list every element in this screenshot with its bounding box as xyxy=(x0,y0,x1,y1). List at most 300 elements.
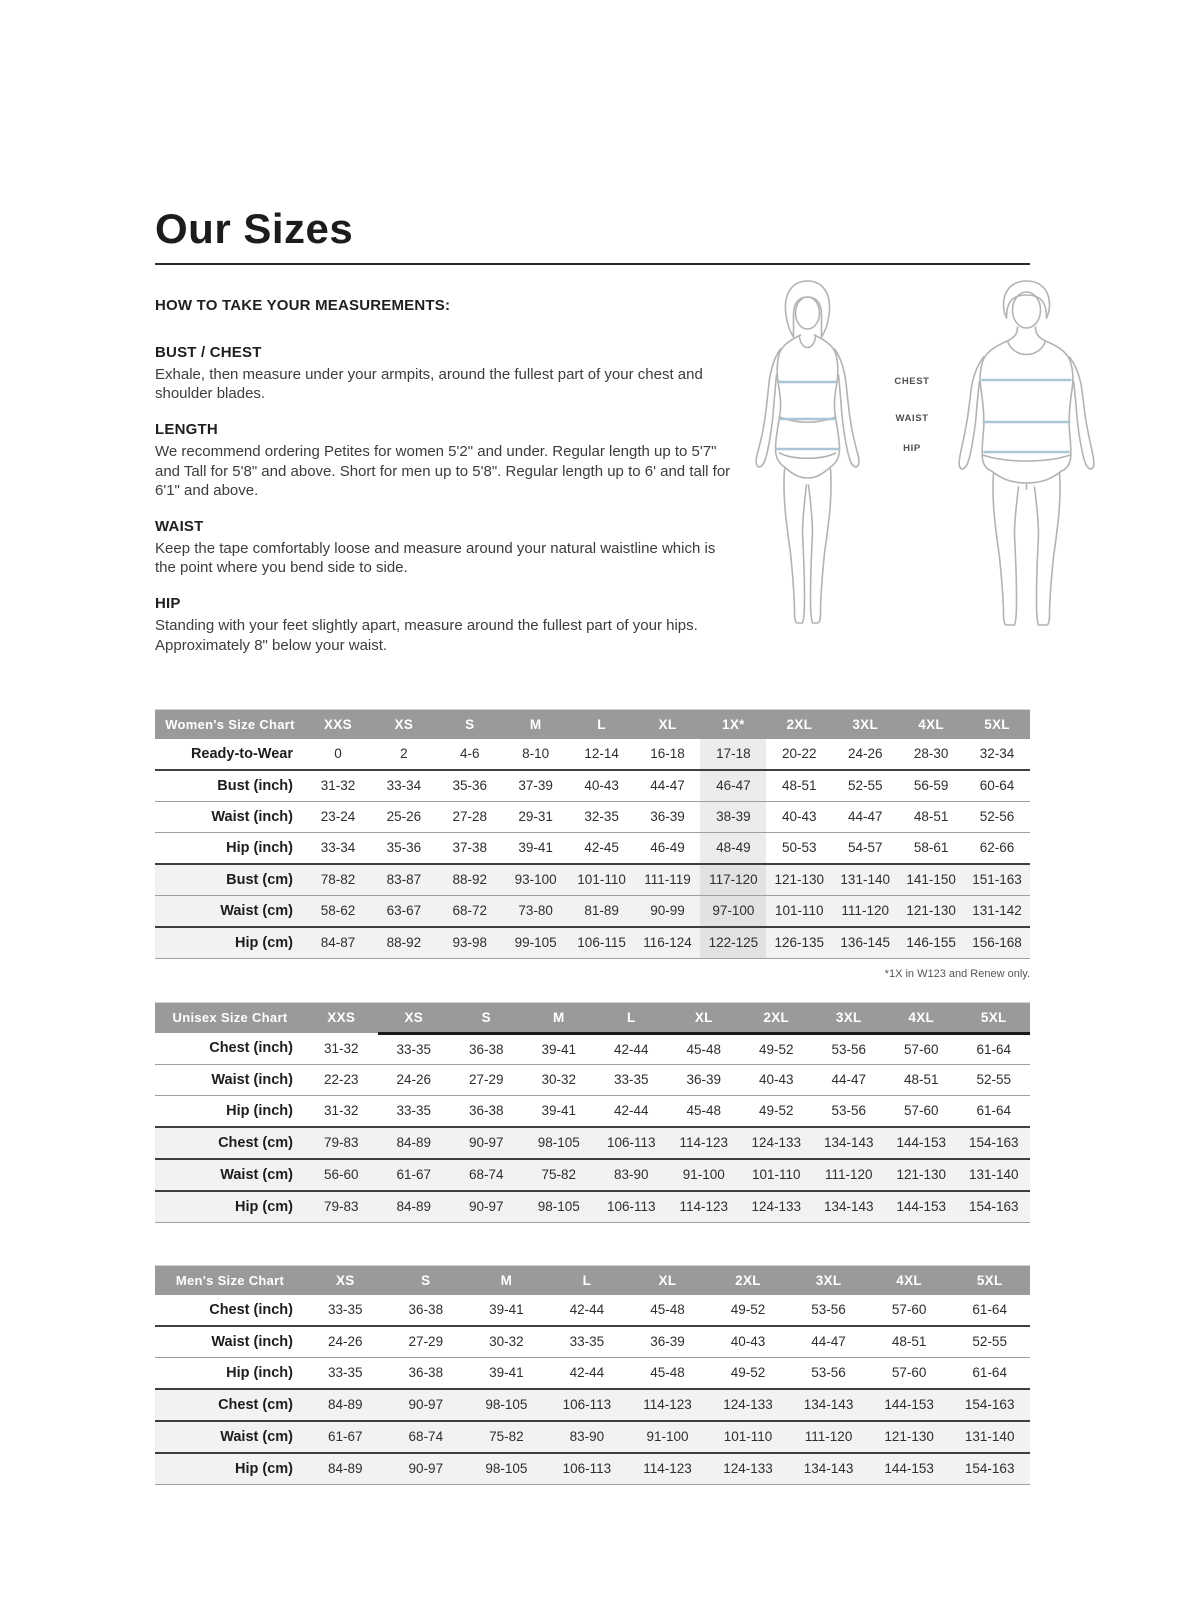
row-label: Hip (inch) xyxy=(226,839,293,856)
size-cell: 40-43 xyxy=(584,778,619,794)
row-label: Waist (cm) xyxy=(155,1421,305,1453)
table-title: Men's Size Chart xyxy=(155,1265,305,1295)
size-cell: 83-90 xyxy=(547,1421,628,1453)
size-cell: 61-67 xyxy=(378,1159,451,1191)
size-column-header: XL xyxy=(635,709,701,739)
size-cell: 27-28 xyxy=(452,809,488,825)
size-cell: 49-52 xyxy=(730,1365,766,1381)
row-label: Hip (cm) xyxy=(155,927,305,959)
size-cell: 36-39 xyxy=(650,809,685,825)
size-cell: 124-133 xyxy=(740,1127,813,1159)
size-column-header: XS xyxy=(378,1002,451,1033)
size-cell: 25-26 xyxy=(386,809,422,825)
size-cell: 121-130 xyxy=(885,1159,958,1191)
row-label: Chest (inch) xyxy=(209,1301,293,1318)
size-cell: 88-92 xyxy=(371,927,437,959)
body-measurement-figures xyxy=(740,277,1104,673)
unisex-table-body xyxy=(155,1033,1030,1222)
size-cell: 101-110 xyxy=(569,864,635,896)
size-column-header: 5XL xyxy=(964,709,1030,739)
size-cell: 20-22 xyxy=(782,746,817,762)
size-cell: 90-97 xyxy=(450,1191,523,1223)
size-cell: 33-34 xyxy=(320,840,356,856)
size-cell: 52-55 xyxy=(976,1072,1012,1088)
size-cell: 106-113 xyxy=(547,1453,628,1485)
section-heading: HIP xyxy=(155,595,181,613)
size-cell: 134-143 xyxy=(788,1389,869,1421)
size-column-header: 5XL xyxy=(949,1265,1030,1295)
size-cell: 33-35 xyxy=(569,1334,605,1350)
size-cell: 61-64 xyxy=(976,1041,1012,1057)
size-column-header: XL xyxy=(668,1002,741,1033)
size-cell: 42-44 xyxy=(569,1302,605,1318)
row-label: Waist (inch) xyxy=(211,808,293,825)
size-cell: 36-38 xyxy=(468,1041,504,1057)
size-cell: 40-43 xyxy=(758,1072,794,1088)
size-column-header: XXS xyxy=(305,1002,378,1033)
size-cell: 75-82 xyxy=(466,1421,547,1453)
size-column-header: L xyxy=(569,709,635,739)
size-cell: 101-110 xyxy=(766,895,832,927)
section-waist xyxy=(155,518,740,577)
section-heading: LENGTH xyxy=(155,421,218,439)
size-column-header: XS xyxy=(305,1265,386,1295)
size-cell: 32-35 xyxy=(584,809,619,825)
size-cell: 154-163 xyxy=(949,1389,1030,1421)
size-cell: 27-29 xyxy=(408,1334,444,1350)
size-cell: 42-45 xyxy=(584,840,619,856)
size-column-header: M xyxy=(466,1265,547,1295)
size-cell: 54-57 xyxy=(847,840,883,856)
size-cell: 154-163 xyxy=(958,1191,1031,1223)
size-column-header: M xyxy=(503,709,569,739)
size-cell: 62-66 xyxy=(979,840,1015,856)
table-row xyxy=(155,1453,1030,1485)
size-cell: 39-41 xyxy=(541,1041,577,1057)
chest-label: CHEST xyxy=(894,376,930,387)
size-cell: 98-105 xyxy=(466,1453,547,1485)
size-cell: 79-83 xyxy=(305,1127,378,1159)
size-cell: 83-90 xyxy=(595,1159,668,1191)
size-column-header: 3XL xyxy=(788,1265,869,1295)
size-cell: 57-60 xyxy=(891,1302,927,1318)
size-cell: 91-100 xyxy=(627,1421,708,1453)
size-cell: 134-143 xyxy=(813,1127,886,1159)
size-cell: 24-26 xyxy=(396,1072,432,1088)
row-label: Waist (inch) xyxy=(211,1333,293,1350)
section-body: Keep the tape comfortably loose and measure around your natural waistline which is the point where you bend side to side. xyxy=(155,539,716,577)
size-cell: 42-44 xyxy=(569,1365,605,1381)
size-cell: 33-35 xyxy=(396,1103,432,1119)
size-cell: 106-115 xyxy=(569,927,635,959)
size-cell: 114-123 xyxy=(668,1127,741,1159)
size-column-header: 2XL xyxy=(766,709,832,739)
size-column-header: 2XL xyxy=(740,1002,813,1033)
table-row xyxy=(155,1159,1030,1191)
size-cell: 111-119 xyxy=(635,864,701,896)
size-cell: 53-56 xyxy=(811,1365,846,1381)
size-cell: 53-56 xyxy=(831,1103,867,1119)
table-row xyxy=(155,1095,1030,1127)
size-column-header: XS xyxy=(371,709,437,739)
header-row xyxy=(155,1265,1030,1295)
row-label: Hip (inch) xyxy=(226,1364,293,1381)
row-label: Bust (inch) xyxy=(217,777,293,794)
size-column-header: 3XL xyxy=(832,709,898,739)
size-cell: 121-130 xyxy=(766,864,832,896)
size-cell: 83-87 xyxy=(371,864,437,896)
size-cell: 111-120 xyxy=(813,1159,886,1191)
size-cell: 122-125 xyxy=(700,927,766,959)
size-cell: 46-47 xyxy=(700,770,766,802)
size-cell: 111-120 xyxy=(788,1421,869,1453)
table-title: Women's Size Chart xyxy=(155,709,305,739)
row-label: Ready-to-Wear xyxy=(190,745,293,762)
size-cell: 49-52 xyxy=(758,1041,794,1057)
size-cell: 61-64 xyxy=(972,1302,1007,1318)
size-cell: 68-74 xyxy=(386,1421,467,1453)
size-cell: 24-26 xyxy=(847,746,883,762)
size-cell: 106-113 xyxy=(547,1389,628,1421)
size-cell: 36-38 xyxy=(408,1365,444,1381)
section-body: Standing with your feet slightly apart, measure around the fullest part of your hips. Approximately 8" below your waist. xyxy=(155,617,698,654)
size-column-header: M xyxy=(523,1002,596,1033)
size-cell: 27-29 xyxy=(468,1072,504,1088)
unisex-table-header xyxy=(155,1002,1030,1033)
size-column-header: XL xyxy=(627,1265,708,1295)
size-cell: 68-74 xyxy=(450,1159,523,1191)
size-cell: 68-72 xyxy=(437,895,503,927)
table-row xyxy=(155,739,1030,770)
size-cell: 73-80 xyxy=(503,895,569,927)
size-cell: 121-130 xyxy=(869,1421,950,1453)
size-cell: 56-59 xyxy=(913,778,949,794)
size-cell: 144-153 xyxy=(869,1453,950,1485)
size-column-header: S xyxy=(437,709,503,739)
size-cell: 131-140 xyxy=(949,1421,1030,1453)
table-row xyxy=(155,927,1030,959)
row-label: Chest (cm) xyxy=(155,1389,305,1421)
page-content xyxy=(155,0,1030,1485)
size-cell: 75-82 xyxy=(523,1159,596,1191)
table-row xyxy=(155,832,1030,864)
size-cell: 45-48 xyxy=(686,1041,722,1057)
size-cell: 154-163 xyxy=(958,1127,1031,1159)
size-cell: 93-98 xyxy=(437,927,503,959)
table-row xyxy=(155,1295,1030,1326)
size-cell: 111-120 xyxy=(832,895,898,927)
size-cell: 106-113 xyxy=(595,1127,668,1159)
size-cell: 131-142 xyxy=(964,895,1030,927)
size-cell: 45-48 xyxy=(650,1365,685,1381)
size-cell: 48-51 xyxy=(913,809,949,825)
size-cell: 39-41 xyxy=(518,840,553,856)
table-row xyxy=(155,801,1030,832)
size-cell: 57-60 xyxy=(903,1103,939,1119)
size-cell: 98-105 xyxy=(466,1389,547,1421)
womens-size-chart-block xyxy=(155,709,1030,980)
size-cell: 39-41 xyxy=(489,1302,524,1318)
size-cell: 45-48 xyxy=(686,1103,722,1119)
size-chart-footnote: *1X in W123 and Renew only. xyxy=(884,967,1030,980)
header-row xyxy=(155,709,1030,739)
size-cell: 57-60 xyxy=(903,1041,939,1057)
size-column-header: 3XL xyxy=(813,1002,886,1033)
size-cell: 28-30 xyxy=(913,746,949,762)
size-cell: 33-35 xyxy=(328,1365,363,1381)
size-cell: 48-51 xyxy=(891,1334,927,1350)
size-cell: 32-34 xyxy=(979,746,1015,762)
size-cell: 48-49 xyxy=(700,832,766,864)
size-cell: 57-60 xyxy=(891,1365,927,1381)
size-cell: 44-47 xyxy=(847,809,883,825)
row-label: Hip (cm) xyxy=(155,1191,305,1223)
size-cell: 53-56 xyxy=(831,1041,867,1057)
size-cell: 37-38 xyxy=(452,840,488,856)
size-cell: 12-14 xyxy=(584,746,619,762)
size-cell: 17-18 xyxy=(700,739,766,770)
size-cell: 53-56 xyxy=(811,1302,846,1318)
mens-table-header xyxy=(155,1265,1030,1295)
female-outline xyxy=(756,281,859,623)
size-column-header: 4XL xyxy=(885,1002,958,1033)
size-cell: 58-61 xyxy=(913,840,949,856)
size-cell: 114-123 xyxy=(668,1191,741,1223)
size-cell: 144-153 xyxy=(885,1127,958,1159)
womens-size-table xyxy=(155,709,1030,959)
row-label: Waist (cm) xyxy=(155,895,305,927)
size-cell: 61-64 xyxy=(976,1103,1012,1119)
section-body: We recommend ordering Petites for women 5'2" and under. Regular length up to 5'7" and Tall for 5'8" and above. Short for men up to 5'8". Regular length up to 6' and tall for 6'1" and above. xyxy=(155,443,731,499)
size-cell: 84-89 xyxy=(378,1127,451,1159)
female-measure-lines xyxy=(776,382,840,449)
size-cell: 35-36 xyxy=(386,840,422,856)
size-cell: 44-47 xyxy=(650,778,685,794)
row-label: Bust (cm) xyxy=(155,864,305,896)
size-cell: 99-105 xyxy=(503,927,569,959)
size-cell: 31-32 xyxy=(323,1040,359,1056)
size-cell: 78-82 xyxy=(305,864,371,896)
size-cell: 97-100 xyxy=(700,895,766,927)
size-cell: 38-39 xyxy=(700,801,766,832)
table-row xyxy=(155,1357,1030,1389)
size-cell: 45-48 xyxy=(650,1302,685,1318)
row-label: Hip (inch) xyxy=(226,1102,293,1119)
unisex-size-chart-block xyxy=(155,1002,1030,1223)
size-cell: 106-113 xyxy=(595,1191,668,1223)
womens-table-header xyxy=(155,709,1030,739)
size-cell: 36-38 xyxy=(468,1103,504,1119)
size-cell: 61-67 xyxy=(305,1421,386,1453)
size-cell: 79-83 xyxy=(305,1191,378,1223)
size-column-header: 5XL xyxy=(958,1002,1031,1033)
table-row xyxy=(155,895,1030,927)
female-figure xyxy=(740,277,875,627)
size-cell: 93-100 xyxy=(503,864,569,896)
size-column-header: 4XL xyxy=(898,709,964,739)
size-cell: 24-26 xyxy=(328,1334,363,1350)
size-cell: 117-120 xyxy=(700,864,766,896)
size-cell: 40-43 xyxy=(730,1334,766,1350)
size-cell: 50-53 xyxy=(782,840,817,856)
size-cell: 31-32 xyxy=(320,778,356,794)
table-row xyxy=(155,1191,1030,1223)
size-column-header: L xyxy=(595,1002,668,1033)
size-cell: 98-105 xyxy=(523,1127,596,1159)
size-cell: 131-140 xyxy=(958,1159,1031,1191)
size-cell: 90-97 xyxy=(386,1453,467,1485)
hip-label: HIP xyxy=(903,443,921,454)
unisex-size-table xyxy=(155,1002,1030,1223)
size-cell: 48-51 xyxy=(782,778,817,794)
size-cell: 90-97 xyxy=(450,1127,523,1159)
size-cell: 46-49 xyxy=(650,840,685,856)
how-to-heading: HOW TO TAKE YOUR MEASUREMENTS: xyxy=(155,297,451,314)
size-cell: 136-145 xyxy=(832,927,898,959)
size-cell: 35-36 xyxy=(452,778,488,794)
row-label: Chest (cm) xyxy=(155,1127,305,1159)
size-cell: 84-87 xyxy=(305,927,371,959)
size-cell: 124-133 xyxy=(708,1389,789,1421)
size-cell: 4-6 xyxy=(460,746,480,762)
size-cell: 141-150 xyxy=(898,864,964,896)
size-cell: 144-153 xyxy=(885,1191,958,1223)
size-cell: 156-168 xyxy=(964,927,1030,959)
size-cell: 124-133 xyxy=(708,1453,789,1485)
size-cell: 30-32 xyxy=(541,1072,577,1088)
page-title: Our Sizes xyxy=(155,205,354,252)
size-cell: 0 xyxy=(334,746,342,762)
mens-size-table xyxy=(155,1265,1030,1485)
womens-table-body xyxy=(155,739,1030,959)
size-cell: 114-123 xyxy=(627,1389,708,1421)
section-length xyxy=(155,421,740,500)
size-cell: 8-10 xyxy=(522,746,550,762)
size-cell: 144-153 xyxy=(869,1389,950,1421)
size-cell: 90-97 xyxy=(386,1389,467,1421)
size-cell: 39-41 xyxy=(489,1365,524,1381)
row-label: Hip (cm) xyxy=(155,1453,305,1485)
table-row xyxy=(155,1033,1030,1064)
size-cell: 2 xyxy=(400,746,408,762)
size-cell: 52-55 xyxy=(972,1334,1007,1350)
section-body: Exhale, then measure under your armpits, around the fullest part of your chest and shoulder blades. xyxy=(155,366,703,403)
male-figure xyxy=(949,277,1104,627)
size-column-header: S xyxy=(386,1265,467,1295)
male-measure-lines xyxy=(982,380,1072,452)
row-label: Waist (inch) xyxy=(211,1071,293,1088)
size-cell: 101-110 xyxy=(708,1421,789,1453)
size-cell: 134-143 xyxy=(813,1191,886,1223)
size-cell: 126-135 xyxy=(766,927,832,959)
size-cell: 134-143 xyxy=(788,1453,869,1485)
table-row xyxy=(155,1421,1030,1453)
size-cell: 33-35 xyxy=(328,1302,363,1318)
size-cell: 101-110 xyxy=(740,1159,813,1191)
table-row xyxy=(155,1127,1030,1159)
size-cell: 131-140 xyxy=(832,864,898,896)
size-column-header: XXS xyxy=(305,709,371,739)
size-cell: 114-123 xyxy=(627,1453,708,1485)
size-column-header: 2XL xyxy=(708,1265,789,1295)
size-cell: 42-44 xyxy=(613,1041,649,1057)
title-divider xyxy=(155,263,1030,265)
section-heading: BUST / CHEST xyxy=(155,344,262,361)
size-cell: 39-41 xyxy=(541,1103,577,1119)
table-title: Unisex Size Chart xyxy=(155,1002,305,1033)
table-row xyxy=(155,770,1030,802)
size-cell: 29-31 xyxy=(518,809,553,825)
size-cell: 49-52 xyxy=(730,1302,766,1318)
size-cell: 52-55 xyxy=(847,778,883,794)
size-column-header: L xyxy=(547,1265,628,1295)
size-cell: 33-35 xyxy=(396,1041,432,1057)
size-cell: 16-18 xyxy=(650,746,685,762)
size-cell: 40-43 xyxy=(782,809,817,825)
size-cell: 116-124 xyxy=(635,927,701,959)
size-cell: 23-24 xyxy=(320,809,356,825)
size-cell: 36-39 xyxy=(650,1334,685,1350)
section-bust-chest xyxy=(155,344,740,403)
size-cell: 146-155 xyxy=(898,927,964,959)
size-cell: 22-23 xyxy=(323,1072,359,1088)
row-label: Waist (cm) xyxy=(155,1159,305,1191)
size-cell: 58-62 xyxy=(305,895,371,927)
measurement-instructions xyxy=(155,297,740,673)
table-row xyxy=(155,1389,1030,1421)
size-cell: 37-39 xyxy=(518,778,553,794)
size-cell: 31-32 xyxy=(323,1103,359,1119)
size-cell: 33-35 xyxy=(613,1072,649,1088)
section-hip xyxy=(155,595,740,654)
mens-size-chart-block xyxy=(155,1265,1030,1485)
size-cell: 48-51 xyxy=(903,1072,939,1088)
size-cell: 151-163 xyxy=(964,864,1030,896)
size-cell: 56-60 xyxy=(305,1159,378,1191)
size-column-header: S xyxy=(450,1002,523,1033)
size-cell: 60-64 xyxy=(979,778,1015,794)
size-cell: 52-56 xyxy=(979,809,1015,825)
size-cell: 154-163 xyxy=(949,1453,1030,1485)
size-cell: 90-99 xyxy=(635,895,701,927)
size-cell: 124-133 xyxy=(740,1191,813,1223)
table-row xyxy=(155,1326,1030,1358)
size-cell: 49-52 xyxy=(758,1103,794,1119)
size-column-header: 4XL xyxy=(869,1265,950,1295)
measurements-section xyxy=(155,297,1030,673)
table-row xyxy=(155,1064,1030,1095)
size-cell: 33-34 xyxy=(386,778,422,794)
header-row xyxy=(155,1002,1030,1033)
size-cell: 121-130 xyxy=(898,895,964,927)
size-cell: 61-64 xyxy=(972,1365,1007,1381)
size-cell: 36-39 xyxy=(686,1072,722,1088)
size-cell: 98-105 xyxy=(523,1191,596,1223)
mens-table-body xyxy=(155,1295,1030,1485)
size-cell: 42-44 xyxy=(613,1103,649,1119)
table-row xyxy=(155,864,1030,896)
section-heading: WAIST xyxy=(155,517,204,535)
row-label: Chest (inch) xyxy=(209,1040,293,1057)
size-cell: 88-92 xyxy=(437,864,503,896)
size-cell: 63-67 xyxy=(371,895,437,927)
size-cell: 44-47 xyxy=(831,1072,867,1088)
size-cell: 81-89 xyxy=(569,895,635,927)
figure-labels xyxy=(875,277,949,627)
size-cell: 91-100 xyxy=(668,1159,741,1191)
size-cell: 84-89 xyxy=(378,1191,451,1223)
size-cell: 44-47 xyxy=(811,1334,846,1350)
